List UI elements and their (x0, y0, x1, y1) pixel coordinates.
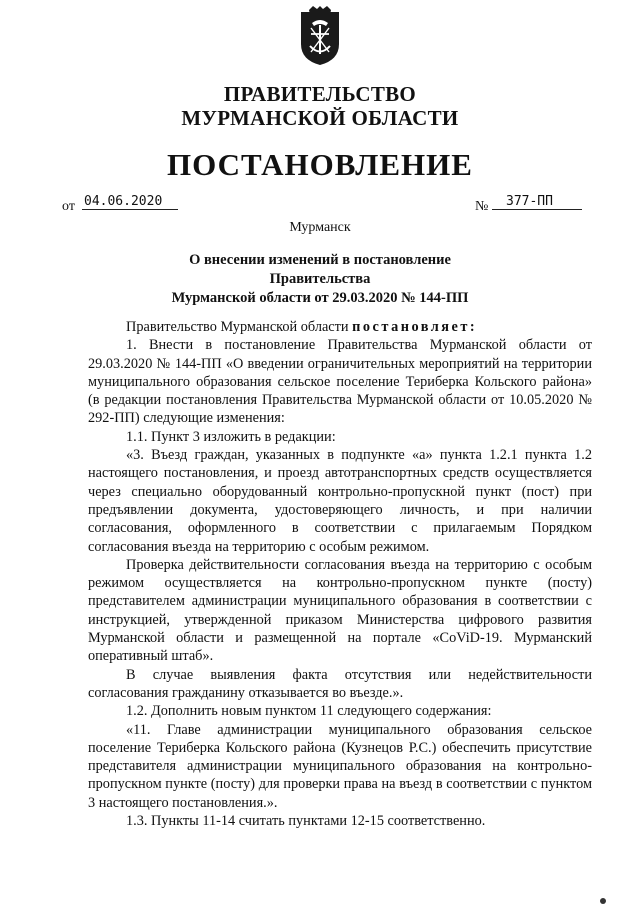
org-name-line2: МУРМАНСКОЙ ОБЛАСТИ (181, 106, 459, 130)
org-name-line1: ПРАВИТЕЛЬСТВО (223, 82, 417, 106)
document-date: 04.06.2020 (82, 194, 178, 210)
document-number: 377-ПП (492, 194, 582, 210)
number-prefix: № (475, 199, 489, 214)
intro-paragraph (88, 318, 592, 336)
paragraph-refusal: В случае выявления факта отсутствия или недействительности согласования гражданину отказывается во въезде.». (88, 666, 592, 701)
subject-line1: О внесении изменений в постановление Правительства (189, 252, 451, 287)
paragraph-1-3: 1.3. Пункты 11-14 считать пунктами 12-15 соответственно. (126, 813, 486, 830)
paragraph-quote-11: «11. Главе администрации муниципального образования сельское поселение Териберка Кольского района (Кузнецов Р.С.) обеспечить присутствие представителя администрации муниципального образования на контрольно-пропускном пункте (посту) для проверки права на въезд в соответствии с пунктом 3 настоящего постановления.». (88, 721, 592, 811)
paragraph-1: 1. Внести в постановление Правительства Мурманской области от 29.03.2020 № 144-ПП «О введении ограничительных мероприятий на территории муниципального образования сельское поселение Териберка Кольского района» (в редакции постановления Правительства Мурманской области от 10.05.2020 № 292-ПП) следующие изменения: (88, 337, 592, 427)
document-type: ПОСТАНОВЛЕНИЕ (167, 147, 473, 182)
paragraph-verification: Проверка действительности согласования въезда на территорию с особым режимом осуществляется на контрольно-пропускном пункте (посту) представителем администрации муниципального образования в соответствии с инструкцией, утвержденной приказом Министерства цифрового развития Мурманской области и размещенной на портале «CoViD-19. Мурманский оперативный штаб». (88, 556, 592, 665)
coat-of-arms-icon (299, 6, 341, 66)
intro-text: Правительство Мурманской области (126, 319, 349, 335)
paragraph-1-2: 1.2. Дополнить новым пунктом 11 следующего содержания: (126, 703, 492, 720)
document-subject (150, 251, 490, 308)
document-body (88, 318, 592, 830)
city: Мурманск (289, 220, 351, 235)
paragraph-1-1: 1.1. Пункт 3 изложить в редакции: (126, 428, 336, 445)
date-prefix: от (62, 199, 75, 214)
page-mark (600, 898, 606, 904)
paragraph-quote-3: «3. Въезд граждан, указанных в подпункте «а» пункта 1.2.1 пункта 1.2 настоящего постановления, и проезд автотранспортных средств осуществляется через специально оборудованный контрольно-пропускной пункт (пост) при предъявлении документа, удостоверяющего личность, и при наличии согласования, оформленного в соответствии с прилагаемым Порядком согласования въезда на территорию с особым режимом. (88, 447, 592, 555)
intro-verb: постановляет: (352, 319, 478, 335)
subject-line2: Мурманской области от 29.03.2020 № 144-ПП (171, 290, 469, 306)
